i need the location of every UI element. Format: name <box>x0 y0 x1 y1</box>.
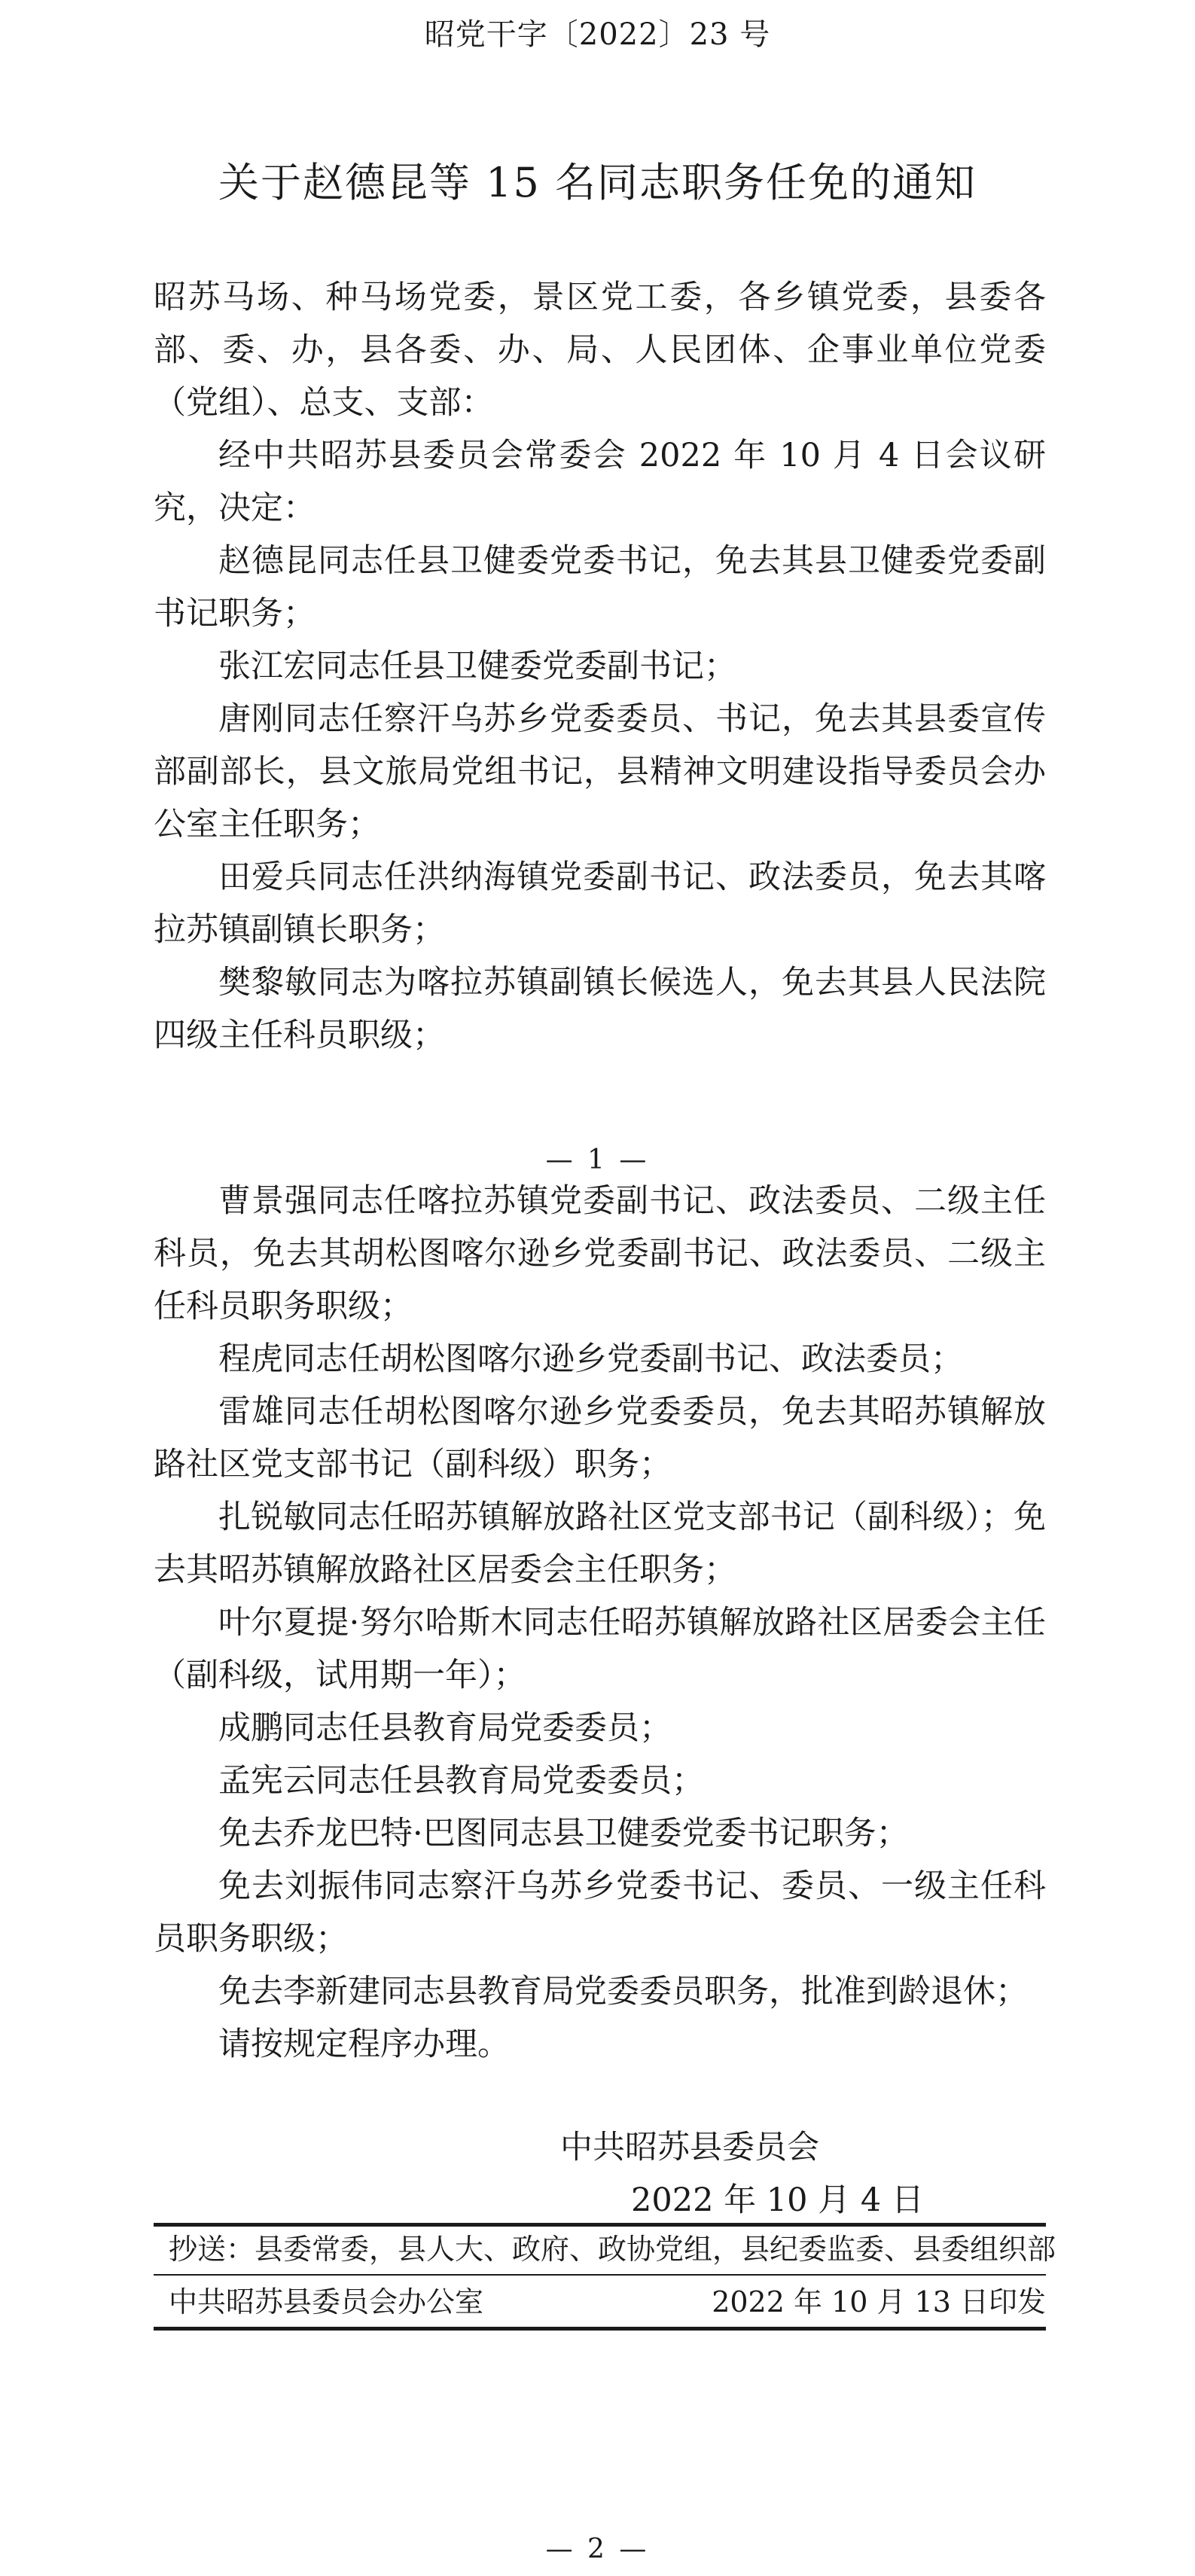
footer-top-rule <box>154 2223 1046 2227</box>
document-title: 关于赵德昆等 15 名同志职务任免的通知 <box>218 159 977 206</box>
body-paragraph: 曹景强同志任喀拉苏镇党委副书记、政法委员、二级主任科员，免去其胡松图喀尔逊乡党委副书记、政法委员、二级主任科员职务职级； <box>154 1182 1046 1325</box>
page-one-body <box>154 271 1046 1062</box>
page-number-2: — 2 — <box>545 2534 650 2565</box>
cc-recipients: 抄送：县委常委，县人大、政府、政协党组，县纪委监委、县委组织部 <box>169 2233 1056 2266</box>
page-number-1: — 1 — <box>545 1145 650 1175</box>
body-paragraph: 樊黎敏同志为喀拉苏镇副镇长候选人，免去其县人民法院四级主任科员职级； <box>154 964 1046 1054</box>
body-paragraph: 孟宪云同志任县教育局党委委员； <box>218 1762 704 1800</box>
body-paragraph: 昭苏马场、种马场党委，景区党工委，各乡镇党委，县委各部、委、办，县各委、办、局、人民团体、企事业单位党委（党组）、总支、支部： <box>154 279 1046 422</box>
body-paragraph: 唐刚同志任察汗乌苏乡党委委员、书记，免去其县委宣传部副部长，县文旅局党组书记，县精神文明建设指导委员会办公室主任职务； <box>154 700 1046 843</box>
body-paragraph: 免去刘振伟同志察汗乌苏乡党委书记、委员、一级主任科员职务职级； <box>154 1867 1046 1958</box>
body-paragraph: 经中共昭苏县委员会常委会 2022 年 10 月 4 日会议研究，决定： <box>154 437 1046 527</box>
page-two-body <box>154 1175 1046 2071</box>
page-one <box>0 0 1195 1175</box>
issue-date: 2022 年 10 月 13 日印发 <box>712 2285 1046 2318</box>
footer-middle-rule <box>154 2274 1046 2276</box>
body-paragraph: 成鹏同志任县教育局党委委员； <box>218 1709 672 1747</box>
body-paragraph: 免去李新建同志县教育局党委委员职务，批准到龄退休； <box>218 1973 1028 2010</box>
body-paragraph: 程虎同志任胡松图喀尔逊乡党委副书记、政法委员； <box>218 1340 963 1378</box>
body-paragraph: 叶尔夏提·努尔哈斯木同志任昭苏镇解放路社区居委会主任（副科级，试用期一年）； <box>154 1604 1046 1694</box>
signature-organization: 中共昭苏县委员会 <box>560 2129 819 2166</box>
document-number: 昭党干字〔2022〕23 号 <box>424 17 771 52</box>
body-paragraph: 免去乔龙巴特·巴图同志县卫健委党委书记职务； <box>218 1815 909 1852</box>
page-two <box>0 1175 1195 2576</box>
body-paragraph: 雷雄同志任胡松图喀尔逊乡党委委员，免去其昭苏镇解放路社区党支部书记（副科级）职务； <box>154 1393 1046 1483</box>
footer-bottom-rule <box>154 2327 1046 2331</box>
body-paragraph: 张江宏同志任县卫健委党委副书记； <box>218 648 736 685</box>
body-paragraph: 田爱兵同志任洪纳海镇党委副书记、政法委员，免去其喀拉苏镇副镇长职务； <box>154 858 1046 949</box>
body-paragraph: 赵德昆同志任县卫健委党委书记，免去其县卫健委党委副书记职务； <box>154 542 1046 633</box>
signature-date: 2022 年 10 月 4 日 <box>631 2181 924 2219</box>
body-paragraph: 请按规定程序办理。 <box>218 2026 510 2063</box>
body-paragraph: 扎锐敏同志任昭苏镇解放路社区党支部书记（副科级）；免去其昭苏镇解放路社区居委会主任职务； <box>154 1498 1046 1589</box>
issuing-office: 中共昭苏县委员会办公室 <box>169 2285 484 2318</box>
